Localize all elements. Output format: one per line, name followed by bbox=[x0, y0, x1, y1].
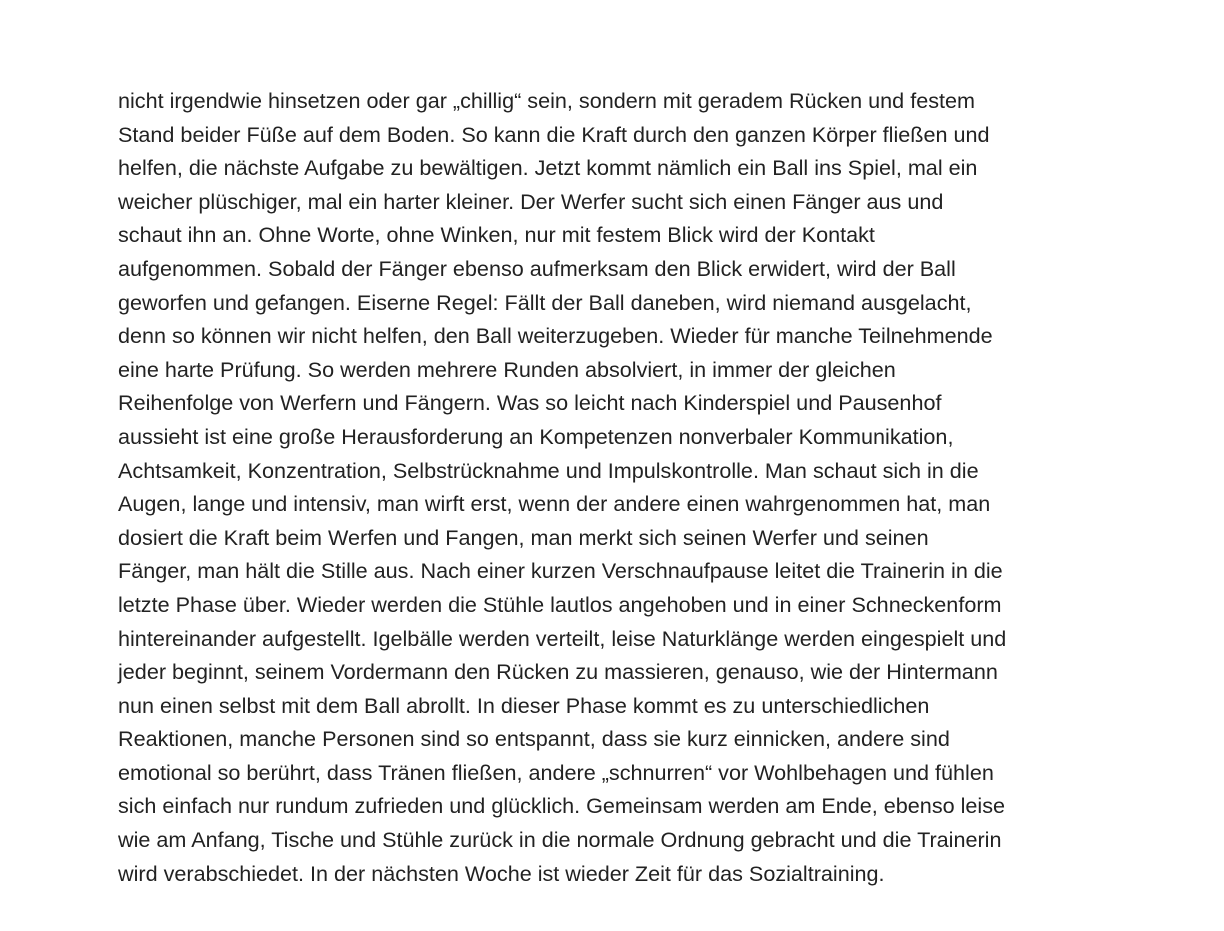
text-line: helfen, die nächste Aufgabe zu bewältigen. Jetzt kommt nämlich ein Ball ins Spiel, mal ein bbox=[118, 155, 978, 181]
text-line: emotional so berührt, dass Tränen fließen, andere „schnurren“ vor Wohlbehagen und fühlen bbox=[118, 759, 994, 785]
text-line: denn so können wir nicht helfen, den Ball weiterzugeben. Wieder für manche Teilnehmende bbox=[118, 323, 993, 349]
text-line: aussieht ist eine große Herausforderung an Kompetenzen nonverbaler Kommunikation, bbox=[118, 423, 954, 449]
text-line: Achtsamkeit, Konzentration, Selbstrücknahme und Impulskontrolle. Man schaut sich in die bbox=[118, 457, 979, 483]
text-line: sich einfach nur rundum zufrieden und glücklich. Gemeinsam werden am Ende, ebenso leise bbox=[118, 793, 1006, 819]
text-line: eine harte Prüfung. So werden mehrere Runden absolviert, in immer der gleichen bbox=[118, 356, 896, 382]
text-line: Reaktionen, manche Personen sind so entspannt, dass sie kurz einnicken, andere sind bbox=[118, 726, 950, 752]
text-line: hintereinander aufgestellt. Igelbälle werden verteilt, leise Naturklänge werden eingespielt und bbox=[118, 625, 1007, 651]
text-line: jeder beginnt, seinem Vordermann den Rücken zu massieren, genauso, wie der Hintermann bbox=[118, 659, 998, 685]
text-line: Augen, lange und intensiv, man wirft erst, wenn der andere einen wahrgenommen hat, man bbox=[118, 491, 991, 517]
body-paragraph bbox=[118, 84, 1118, 890]
text-line: letzte Phase über. Wieder werden die Stühle lautlos angehoben und in einer Schneckenform bbox=[118, 591, 1002, 617]
text-line: Fänger, man hält die Stille aus. Nach einer kurzen Verschnaufpause leitet die Trainerin in die bbox=[118, 558, 1003, 584]
text-line: geworfen und gefangen. Eiserne Regel: Fällt der Ball daneben, wird niemand ausgelacht, bbox=[118, 289, 972, 315]
text-line: weicher plüschiger, mal ein harter kleiner. Der Werfer sucht sich einen Fänger aus und bbox=[118, 188, 944, 214]
text-line: nun einen selbst mit dem Ball abrollt. In dieser Phase kommt es zu unterschiedlichen bbox=[118, 692, 930, 718]
text-line: dosiert die Kraft beim Werfen und Fangen, man merkt sich seinen Werfer und seinen bbox=[118, 524, 929, 550]
text-line: Stand beider Füße auf dem Boden. So kann die Kraft durch den ganzen Körper fließen und bbox=[118, 121, 990, 147]
text-line: wird verabschiedet. In der nächsten Woche ist wieder Zeit für das Sozialtraining. bbox=[118, 860, 885, 886]
text-line: nicht irgendwie hinsetzen oder gar „chillig“ sein, sondern mit geradem Rücken und festem bbox=[118, 88, 975, 113]
text-line: schaut ihn an. Ohne Worte, ohne Winken, nur mit festem Blick wird der Kontakt bbox=[118, 222, 875, 248]
text-line: aufgenommen. Sobald der Fänger ebenso aufmerksam den Blick erwidert, wird der Ball bbox=[118, 255, 956, 281]
text-line: Reihenfolge von Werfern und Fängern. Was so leicht nach Kinderspiel und Pausenhof bbox=[118, 390, 942, 416]
text-line: wie am Anfang, Tische und Stühle zurück in die normale Ordnung gebracht und die Trainerin bbox=[118, 827, 1002, 853]
